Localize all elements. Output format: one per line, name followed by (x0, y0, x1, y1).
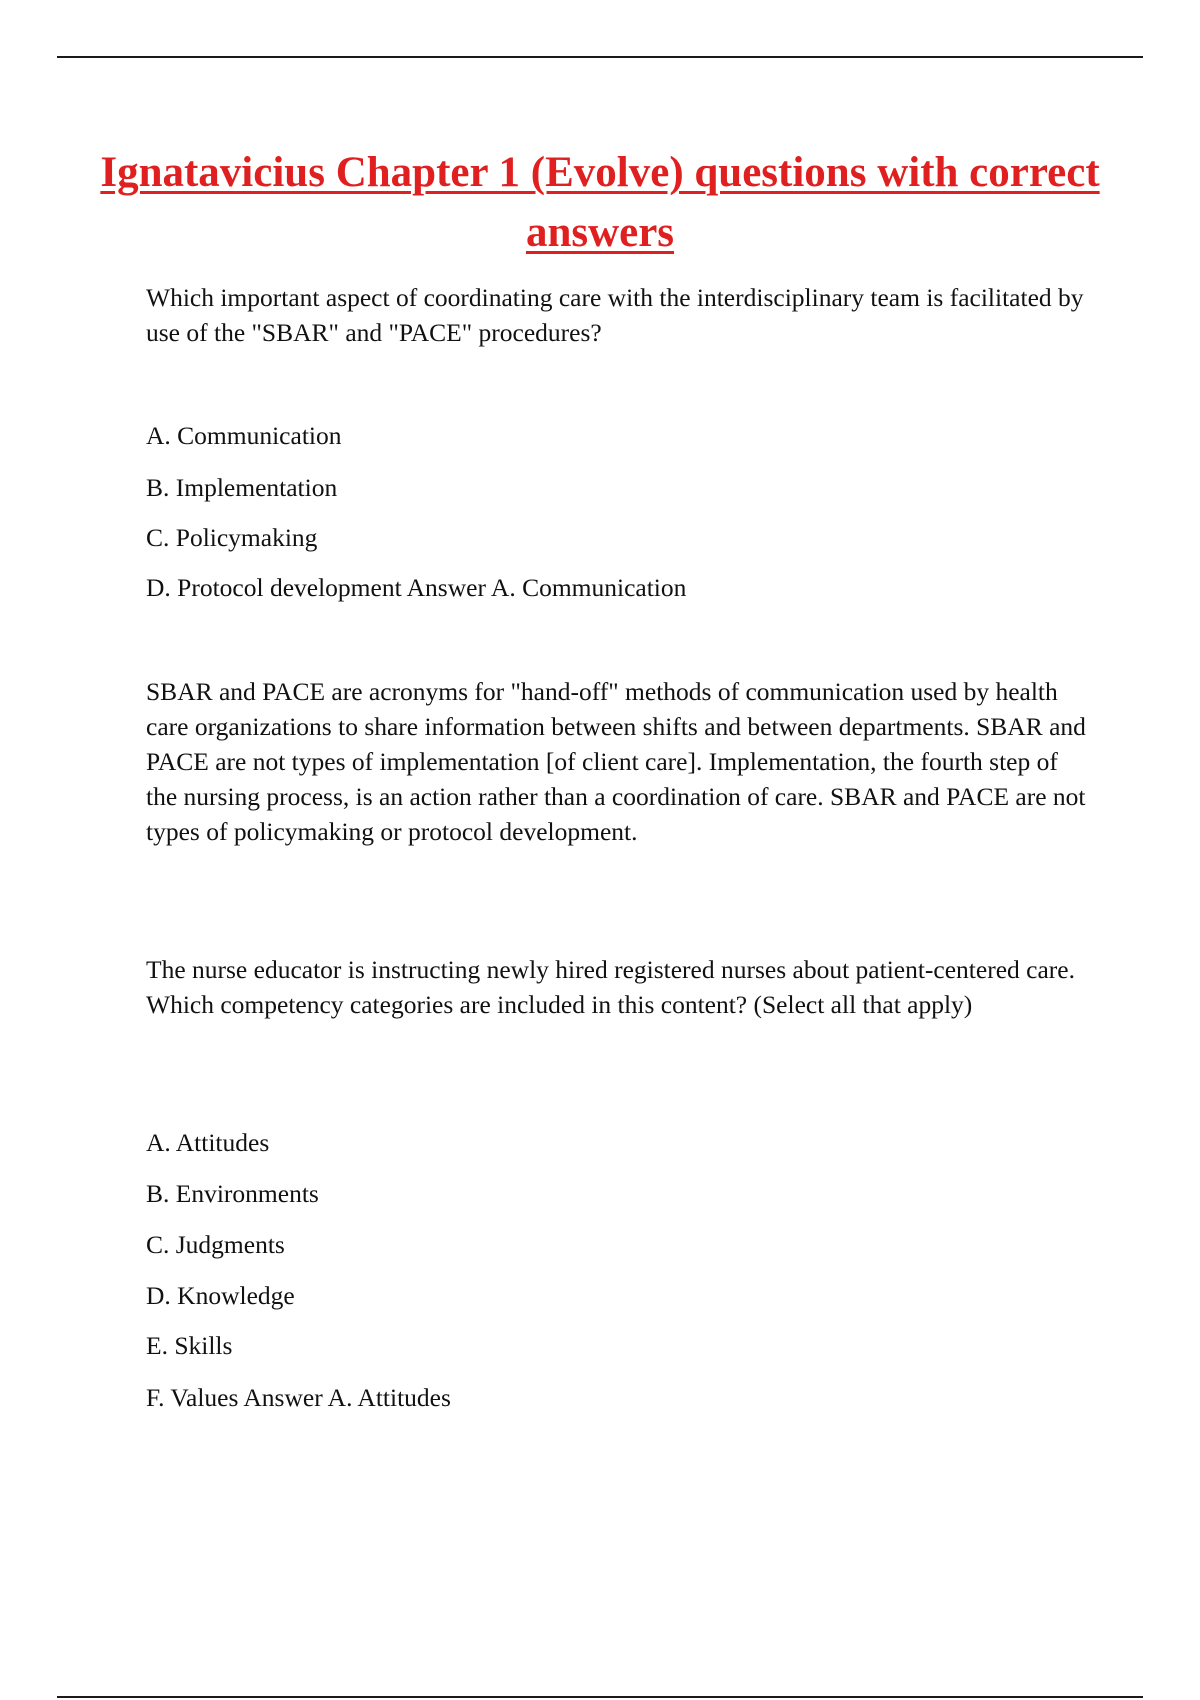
question-2-option-c: C. Judgments (146, 1230, 285, 1259)
question-1-option-d: D. Protocol development Answer A. Communication (146, 573, 687, 602)
question-1-prompt: Which important aspect of coordinating care with the interdisciplinary team is facilitated by use of the "SBAR" and "PACE" procedures? (146, 283, 1084, 347)
question-2-option-e: E. Skills (146, 1331, 233, 1360)
question-2-option-b: B. Environments (146, 1179, 319, 1208)
question-2-option-f: F. Values Answer A. Attitudes (146, 1383, 451, 1412)
document-title: Ignatavicius Chapter 1 (Evolve) questions with correct answers (100, 149, 1100, 256)
question-1-rationale: SBAR and PACE are acronyms for "hand-off" methods of communication used by health care organizations to share information between shifts and between departments. SBAR and PACE are not types of implementation [of client care]. Implementation, the fourth step of the nursing process, is an action rather than a coordination of care. SBAR and PACE are not types of policymaking or protocol development. (146, 677, 1086, 846)
question-1-option-c: C. Policymaking (146, 523, 318, 552)
top-rule (57, 56, 1143, 58)
question-2-option-a: A. Attitudes (146, 1128, 270, 1157)
bottom-rule (57, 1696, 1143, 1698)
question-2-prompt: The nurse educator is instructing newly hired registered nurses about patient-centered care. Which competency categories are included in this content? (Select all that apply) (146, 955, 1075, 1019)
question-1-option-a: A. Communication (146, 421, 342, 450)
question-1-option-b: B. Implementation (146, 473, 338, 502)
question-2-option-d: D. Knowledge (146, 1281, 295, 1310)
